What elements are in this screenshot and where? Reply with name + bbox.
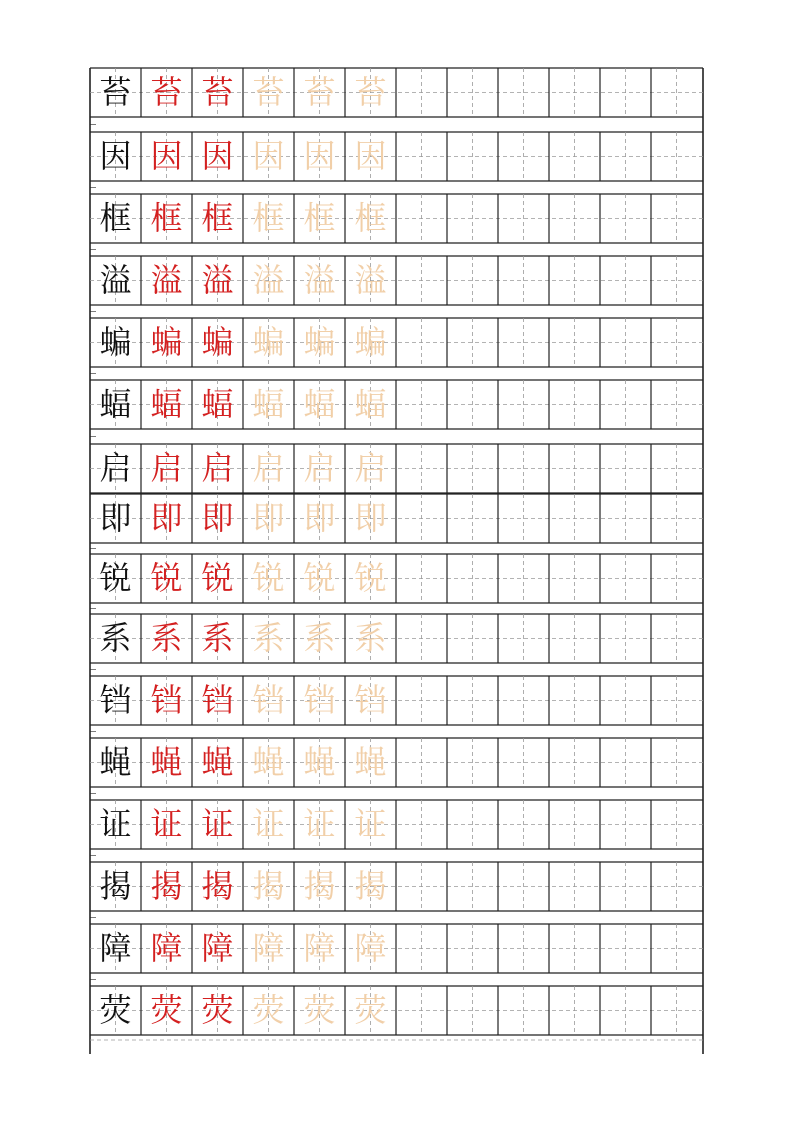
red-trace-character: 锐 [201,559,234,597]
light-trace-character: 蝙 [354,323,387,361]
blank-practice-cell [600,986,651,1035]
blank-practice-cell [549,194,600,243]
character-row [90,614,703,663]
blank-practice-cell [396,924,447,973]
blank-practice-cell [549,318,600,367]
blank-practice-cell [396,256,447,305]
blank-practice-cell [498,68,549,117]
red-trace-character: 蝙 [150,323,183,361]
blank-practice-cell [549,800,600,849]
light-trace-character: 障 [354,929,387,967]
blank-practice-cell [447,444,498,493]
light-trace-character: 障 [252,929,285,967]
blank-practice-cell [549,986,600,1035]
light-trace-character: 因 [303,137,336,175]
blank-practice-cell [600,132,651,181]
blank-practice-cell [396,614,447,663]
red-trace-character: 揭 [150,867,183,905]
blank-practice-cell [549,256,600,305]
blank-practice-cell [651,318,702,367]
character-row [90,444,703,493]
blank-practice-cell [651,614,702,663]
light-trace-character: 铛 [354,681,387,719]
character-row [90,986,703,1035]
blank-practice-cell [447,924,498,973]
light-trace-character: 启 [303,449,336,487]
blank-practice-cell [651,256,702,305]
light-trace-character: 即 [354,499,387,537]
blank-practice-cell [651,68,702,117]
model-character: 蝇 [99,743,132,781]
blank-practice-cell [396,68,447,117]
blank-practice-cell [549,380,600,429]
blank-practice-cell [447,986,498,1035]
character-row [90,380,703,429]
light-trace-character: 即 [252,499,285,537]
light-trace-character: 框 [354,199,387,237]
blank-practice-cell [447,554,498,603]
blank-practice-cell [651,554,702,603]
red-trace-character: 因 [201,137,234,175]
character-row [90,494,703,543]
model-character: 溢 [99,261,132,299]
red-trace-character: 证 [201,805,234,843]
light-trace-character: 因 [354,137,387,175]
blank-practice-cell [600,318,651,367]
blank-practice-cell [600,256,651,305]
light-trace-character: 证 [252,805,285,843]
model-character: 蝙 [99,323,132,361]
blank-practice-cell [651,380,702,429]
blank-practice-cell [498,380,549,429]
red-trace-character: 框 [201,199,234,237]
light-trace-character: 荧 [354,991,387,1029]
blank-practice-cell [396,738,447,787]
red-trace-character: 溢 [150,261,183,299]
blank-practice-cell [600,68,651,117]
blank-practice-cell [549,494,600,543]
blank-practice-cell [549,68,600,117]
blank-practice-cell [651,444,702,493]
red-trace-character: 苔 [150,73,183,111]
blank-practice-cell [498,676,549,725]
light-trace-character: 框 [303,199,336,237]
character-row [90,256,703,305]
character-row [90,68,703,117]
blank-practice-cell [651,676,702,725]
light-trace-character: 证 [303,805,336,843]
model-character: 因 [99,137,132,175]
blank-practice-cell [396,194,447,243]
blank-practice-cell [498,554,549,603]
blank-practice-cell [396,132,447,181]
blank-practice-cell [447,380,498,429]
model-character: 系 [99,619,132,657]
red-trace-character: 锐 [150,559,183,597]
red-trace-character: 苔 [201,73,234,111]
model-character: 揭 [99,867,132,905]
blank-practice-cell [498,738,549,787]
red-trace-character: 揭 [201,867,234,905]
model-character: 蝠 [99,385,132,423]
light-trace-character: 苔 [252,73,285,111]
light-trace-character: 蝙 [303,323,336,361]
blank-practice-cell [600,862,651,911]
light-trace-character: 系 [252,619,285,657]
blank-practice-cell [600,444,651,493]
light-trace-character: 因 [252,137,285,175]
red-trace-character: 即 [201,499,234,537]
red-trace-character: 障 [201,929,234,967]
blank-practice-cell [396,494,447,543]
blank-practice-cell [549,676,600,725]
red-trace-character: 铛 [201,681,234,719]
blank-practice-cell [651,986,702,1035]
character-row [90,194,703,243]
light-trace-character: 蝇 [303,743,336,781]
blank-practice-cell [549,132,600,181]
light-trace-character: 锐 [303,559,336,597]
model-character: 锐 [99,559,132,597]
light-trace-character: 荧 [303,991,336,1029]
model-character: 框 [99,199,132,237]
blank-practice-cell [447,68,498,117]
red-trace-character: 蝠 [150,385,183,423]
red-trace-character: 荧 [201,991,234,1029]
blank-practice-cell [498,318,549,367]
blank-practice-cell [651,924,702,973]
light-trace-character: 溢 [252,261,285,299]
blank-practice-cell [549,738,600,787]
character-row [90,132,703,181]
light-trace-character: 揭 [252,867,285,905]
blank-practice-cell [600,738,651,787]
light-trace-character: 蝠 [354,385,387,423]
red-trace-character: 系 [201,619,234,657]
blank-practice-cell [600,194,651,243]
blank-practice-cell [498,194,549,243]
blank-practice-cell [396,318,447,367]
model-character: 即 [99,499,132,537]
blank-practice-cell [549,862,600,911]
blank-practice-cell [447,676,498,725]
blank-practice-cell [447,800,498,849]
blank-practice-cell [600,614,651,663]
red-trace-character: 因 [150,137,183,175]
blank-practice-cell [498,614,549,663]
model-character: 证 [99,805,132,843]
character-row [90,800,703,849]
character-row [90,318,703,367]
blank-practice-cell [447,256,498,305]
blank-practice-cell [396,380,447,429]
light-trace-character: 苔 [354,73,387,111]
character-row [90,862,703,911]
red-trace-character: 障 [150,929,183,967]
blank-practice-cell [498,132,549,181]
red-trace-character: 系 [150,619,183,657]
blank-practice-cell [600,380,651,429]
light-trace-character: 锐 [354,559,387,597]
blank-practice-cell [498,800,549,849]
light-trace-character: 苔 [303,73,336,111]
blank-practice-cell [600,554,651,603]
blank-practice-cell [498,924,549,973]
character-row [90,554,703,603]
blank-practice-cell [396,986,447,1035]
light-trace-character: 铛 [252,681,285,719]
blank-practice-cell [651,132,702,181]
red-trace-character: 荧 [150,991,183,1029]
model-character: 荧 [99,991,132,1029]
blank-practice-cell [498,986,549,1035]
red-trace-character: 框 [150,199,183,237]
blank-practice-cell [498,444,549,493]
blank-practice-cell [396,862,447,911]
light-trace-character: 蝇 [354,743,387,781]
blank-practice-cell [447,738,498,787]
red-trace-character: 蝠 [201,385,234,423]
model-character: 障 [99,929,132,967]
character-row [90,738,703,787]
blank-practice-cell [447,194,498,243]
blank-practice-cell [498,256,549,305]
light-trace-character: 锐 [252,559,285,597]
blank-practice-cell [447,494,498,543]
red-trace-character: 启 [201,449,234,487]
light-trace-character: 铛 [303,681,336,719]
model-character: 苔 [99,73,132,111]
blank-practice-cell [651,194,702,243]
model-character: 启 [99,449,132,487]
blank-practice-cell [447,614,498,663]
blank-practice-cell [447,862,498,911]
red-trace-character: 蝇 [150,743,183,781]
character-row [90,924,703,973]
light-trace-character: 障 [303,929,336,967]
red-trace-character: 即 [150,499,183,537]
blank-practice-cell [651,800,702,849]
blank-practice-cell [600,924,651,973]
blank-practice-cell [600,676,651,725]
blank-practice-cell [396,444,447,493]
light-trace-character: 即 [303,499,336,537]
blank-practice-cell [600,800,651,849]
blank-practice-cell [651,494,702,543]
blank-practice-cell [498,494,549,543]
blank-practice-cell [600,494,651,543]
blank-practice-cell [549,924,600,973]
light-trace-character: 系 [303,619,336,657]
blank-practice-cell [396,676,447,725]
light-trace-character: 揭 [354,867,387,905]
red-trace-character: 启 [150,449,183,487]
red-trace-character: 证 [150,805,183,843]
character-row [90,676,703,725]
blank-practice-cell [549,554,600,603]
light-trace-character: 启 [354,449,387,487]
blank-practice-cell [549,444,600,493]
red-trace-character: 蝙 [201,323,234,361]
blank-practice-cell [498,862,549,911]
light-trace-character: 启 [252,449,285,487]
light-trace-character: 荧 [252,991,285,1029]
blank-practice-cell [651,862,702,911]
light-trace-character: 揭 [303,867,336,905]
blank-practice-cell [447,318,498,367]
light-trace-character: 蝇 [252,743,285,781]
light-trace-character: 蝠 [252,385,285,423]
light-trace-character: 蝠 [303,385,336,423]
light-trace-character: 溢 [303,261,336,299]
blank-practice-cell [396,554,447,603]
light-trace-character: 溢 [354,261,387,299]
red-trace-character: 溢 [201,261,234,299]
blank-practice-cell [549,614,600,663]
light-trace-character: 系 [354,619,387,657]
light-trace-character: 证 [354,805,387,843]
red-trace-character: 蝇 [201,743,234,781]
model-character: 铛 [99,681,132,719]
light-trace-character: 蝙 [252,323,285,361]
light-trace-character: 框 [252,199,285,237]
blank-practice-cell [447,132,498,181]
red-trace-character: 铛 [150,681,183,719]
blank-practice-cell [396,800,447,849]
blank-practice-cell [651,738,702,787]
